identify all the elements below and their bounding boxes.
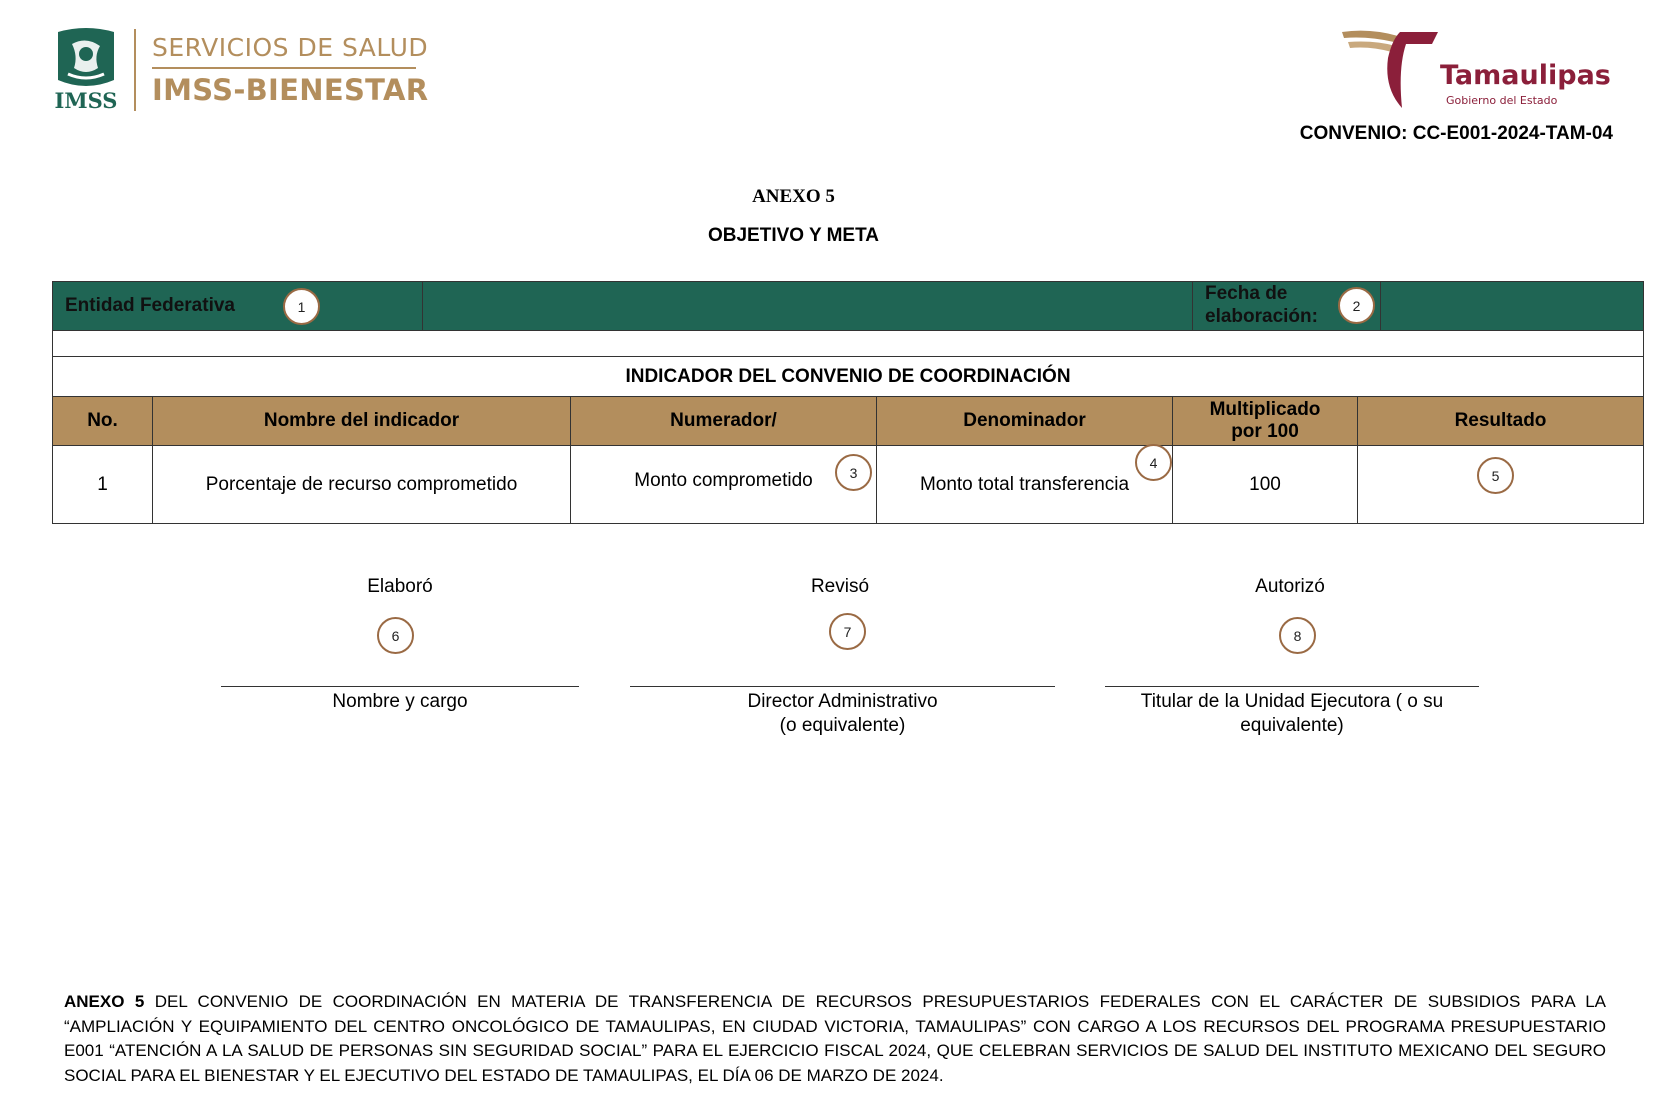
footer-text: DEL CONVENIO DE COORDINACIÓN EN MATERIA DE TRANSFERENCIA DE RECURSOS PRESUPUESTARIOS FEDERALES CON EL CARÁCTER DE SUBSIDIOS PARA LA “AMPLIACIÓN Y EQUIPAMIENTO DEL CENTRO ONCOLÓGICO DE TAMAULIPAS, EN CIUDAD VICTORIA, TAMAULIPAS” CON CARGO A LOS RECURSOS DEL PROGRAMA PRESUPUESTARIO E001 “ATENCIÓN A LA SALUD DE PERSONAS SIN SEGURIDAD SOCIAL” PARA EL EJERCICIO FISCAL 2024, QUE CELEBRAN SERVICIOS DE SALUD DEL INSTITUTO MEXICANO DEL SEGURO SOCIAL PARA EL BIENESTAR Y EL EJECUTIVO DEL ESTADO DE TAMAULIPAS, EL DÍA 06 DE MARZO DE 2024. bbox=[64, 992, 1606, 1085]
section-title: INDICADOR DEL CONVENIO DE COORDINACIÓN bbox=[52, 357, 1644, 397]
convenio-number: CONVENIO: CC-E001-2024-TAM-04 bbox=[1299, 123, 1613, 144]
header-resultado: Resultado bbox=[1454, 410, 1547, 431]
header-multiplicado-line1: Multiplicado bbox=[1209, 399, 1321, 420]
signature-autorizo-line bbox=[1105, 686, 1479, 687]
imss-mark-text: IMSS bbox=[54, 87, 118, 113]
table-row bbox=[52, 446, 1644, 524]
imss-line1: SERVICIOS DE SALUD bbox=[152, 32, 429, 62]
signature-autorizo-name-2: equivalente) bbox=[1240, 715, 1344, 736]
badge-2: 2 bbox=[1338, 287, 1375, 324]
date-label-line1: Fecha de bbox=[1205, 283, 1288, 304]
date-label-line2: elaboración: bbox=[1205, 306, 1318, 327]
date-label-cell bbox=[1193, 282, 1381, 330]
cell-numerador bbox=[571, 446, 877, 523]
badge-5: 5 bbox=[1477, 457, 1514, 494]
header-numerador: Numerador/ bbox=[571, 397, 877, 445]
tamaulipas-subtitle: Gobierno del Estado bbox=[1446, 94, 1558, 107]
blank-row bbox=[52, 331, 1644, 357]
cell-denominador bbox=[877, 446, 1173, 523]
table-header-row bbox=[52, 397, 1644, 446]
header-multiplicado bbox=[1173, 397, 1358, 445]
entity-value-cell[interactable] bbox=[423, 282, 1193, 330]
page-subtitle: OBJETIVO Y META bbox=[707, 225, 880, 246]
badge-4: 4 bbox=[1135, 444, 1172, 481]
badge-7: 7 bbox=[829, 613, 866, 650]
signature-reviso-line bbox=[630, 686, 1055, 687]
date-value-cell[interactable] bbox=[1381, 282, 1643, 330]
entity-label-cell bbox=[53, 282, 423, 330]
tamaulipas-logo bbox=[1340, 28, 1611, 118]
imss-line2: IMSS-BIENESTAR bbox=[152, 72, 429, 107]
header-denominador: Denominador bbox=[877, 397, 1173, 445]
signature-reviso-name-1: Director Administrativo bbox=[747, 691, 938, 712]
badge-6: 6 bbox=[377, 617, 414, 654]
signature-reviso-name-2: (o equivalente) bbox=[779, 715, 906, 736]
cell-nombre: Porcentaje de recurso comprometido bbox=[153, 446, 571, 523]
tamaulipas-t-icon bbox=[1340, 28, 1440, 113]
cell-denominador-text: Monto total transferencia bbox=[919, 473, 1130, 495]
indicator-table bbox=[52, 281, 1644, 524]
imss-emblem-icon bbox=[50, 26, 122, 114]
signature-elaboro-name: Nombre y cargo bbox=[332, 691, 468, 712]
badge-1: 1 bbox=[283, 288, 320, 325]
imss-rule bbox=[152, 67, 416, 69]
entity-label: Entidad Federativa bbox=[65, 295, 235, 316]
cell-resultado[interactable] bbox=[1358, 446, 1643, 523]
cell-multiplicado: 100 bbox=[1173, 446, 1358, 523]
footer-legend bbox=[64, 990, 1606, 1088]
badge-8: 8 bbox=[1279, 617, 1316, 654]
cell-no: 1 bbox=[53, 446, 153, 523]
footer-lead: ANEXO 5 bbox=[64, 992, 145, 1011]
logo-divider bbox=[134, 29, 136, 111]
imss-bienestar-logo bbox=[50, 22, 430, 117]
page-title: ANEXO 5 bbox=[752, 186, 835, 207]
tamaulipas-wordmark: Tamaulipas bbox=[1440, 60, 1611, 91]
signature-elaboro-role: Elaboró bbox=[367, 576, 433, 597]
signature-reviso-role: Revisó bbox=[810, 576, 870, 597]
header-nombre: Nombre del indicador bbox=[153, 397, 571, 445]
header-no: No. bbox=[53, 397, 153, 445]
signature-autorizo-name-1: Titular de la Unidad Ejecutora ( o su bbox=[1140, 691, 1444, 712]
badge-3: 3 bbox=[835, 454, 872, 491]
entity-row bbox=[52, 281, 1644, 331]
signature-autorizo-role: Autorizó bbox=[1255, 576, 1325, 597]
cell-numerador-text: Monto comprometido bbox=[634, 469, 813, 491]
header-multiplicado-line2: por 100 bbox=[1231, 421, 1299, 442]
signature-elaboro-line bbox=[221, 686, 579, 687]
imss-wordmark bbox=[152, 33, 428, 107]
